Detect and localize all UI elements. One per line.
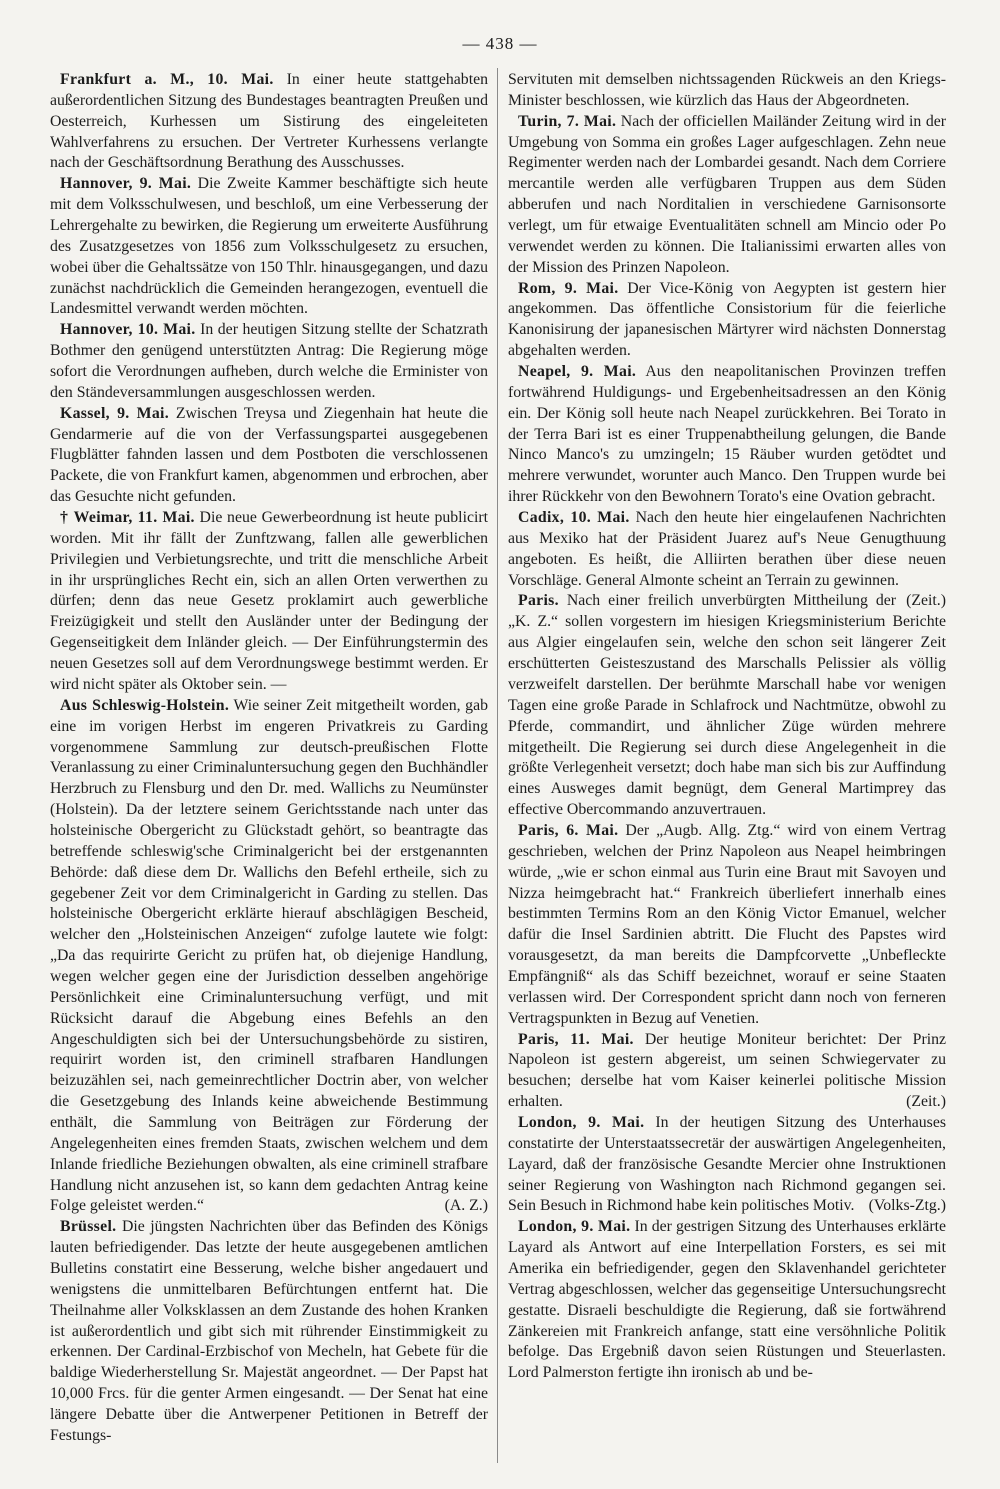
article-text: Zwischen Treysa und Ziegenhain hat heute die Gendarmerie auf die von der Verfassungspartei ausgegebenen Flugblätter fahnden lassen und dem Postboten die verschlossenen Packete, die von Frankfurt kamen, abgenommen und erbrochen, aber das Gesuchte nicht gefunden. [50, 404, 488, 506]
article-dateline: Aus Schleswig-Holstein. [60, 696, 230, 714]
article-text: Der „Augb. Allg. Ztg.“ wird von einem Vertrag geschrieben, welchen der Prinz Napoleon aus Neapel heimbringen würde, „wie er schon einmal aus Turin eine Braut mit Savoyen und Nizza heimgebracht hat.“ Frankreich überliefert innerhalb eines bestimmten Termins Rom an den König Victor Emanuel, welcher dafür die Insel Sardinien abtritt. Die Flucht des Papstes wird vorausgesetzt, da man bereits die Dampfcorvette „Unbefleckte Empfängniß“ als das Schiff bezeichnet, worauf er seine Staaten verlassen wird. Der Correspondent spricht dann noch von ferneren Vertragspunkten in Bezug auf Venetien. [508, 821, 947, 1027]
article-dateline: Paris, 6. Mai. [518, 821, 619, 839]
article-dateline: Paris, 11. Mai. [518, 1030, 634, 1048]
article-text: Der Vice-König von Aegypten ist gestern hier angekommen. Das öffentliche Consistorium für die feierliche Kanonisirung der japanesischen Märtyrer wird nächsten Donnerstag abgehalten werden. [508, 279, 946, 360]
article-dateline: Cadix, 10. Mai. [518, 509, 630, 527]
article-text: Aus den neapolitanischen Provinzen treffen fortwährend Huldigungs- und Ergebenheitsadressen an den König ein. Der König soll heute nach Neapel zurückkehren. Bei Torato in der Terra Bari ist es einer Truppenabtheilung gelungen, die Bande Ninco Manco's zu umzingeln; 15 Räuber wurden getödtet und mehrere verwundet, worunter auch Manco. Den Truppen wurde bei ihrer Rückkehr von den Bewohnern Torato's eine Ovation gebracht. [508, 363, 946, 506]
article-text: Der heutige Moniteur berichtet: Der Prinz Napoleon ist gestern abgereist, um seinen Schwiegervater zu besuchen; derselbe hat vom Kaiser keinerlei politische Mission erhalten. [508, 1030, 947, 1111]
news-article [50, 404, 488, 508]
article-dateline: London, 9. Mai. [518, 1218, 631, 1236]
article-dateline: Hannover, 10. Mai. [60, 321, 196, 339]
news-article [508, 112, 946, 279]
news-article [50, 696, 488, 1217]
article-source: (Volks-Ztg.) [868, 1197, 946, 1215]
article-dateline: Paris. [518, 592, 559, 610]
article-dateline: London, 9. Mai. [518, 1113, 645, 1131]
article-text: Die neue Gewerbeordnung ist heute publicirt worden. Mit ihr fällt der Zunftzwang, fallen alle gewerblichen Privilegien und Verbietungsrechte, und tritt die menschliche Arbeit in ihr ursprüngliches Recht ein, sich an allen Orten verwerthen zu dürfen; denn das neue Gesetz proklamirt auch gewerbliche Freizügigkeit und stellt den Ausländer unter der Bedingung der Gegenseitigkeit dem Inländer gleich. — Der Einführungstermin des neuen Gesetzes soll auf dem Verordnungswege bestimmt werden. Er wird nicht später als Oktober sein. — [50, 509, 489, 693]
article-source: (Zeit.) [906, 592, 946, 610]
news-article [50, 508, 488, 696]
article-source: (A. Z.) [444, 1197, 488, 1215]
news-article [508, 591, 946, 820]
news-article [508, 362, 946, 508]
news-article [50, 1217, 488, 1446]
article-text: Nach den heute hier eingelaufenen Nachrichten aus Mexiko hat der Präsident Juarez auf's Neue Genugthuung angeboten. Es heißt, die Alliirten berathen über diese neuen Vorschläge. General Almonte scheint an Terrain zu gewinnen. [508, 509, 946, 589]
article-text: In der heutigen Sitzung stellte der Schatzrath Bothmer den genügend unterstützten Antrag: Die Regierung möge sofort die Verordnungen aufheben, durch welche die Erminister von den Ständeversammlungen ausgeschlossen werden. [50, 321, 488, 401]
article-dateline: Neapel, 9. Mai. [518, 363, 637, 381]
article-dateline: Rom, 9. Mai. [518, 279, 619, 297]
article-text: Nach der officiellen Mailänder Zeitung wird in der Umgebung von Somma ein großes Lager aufgeschlagen. Zehn neue Regimenter werden nach der Lombardei gesandt. Nach dem Corriere mercantile werden alle verfügbaren Truppen aus dem Süden abberufen und nach Norditalien in verschiedene Garnisonsorte verlegt, um für etwaige Eventualitäten schnell am Mincio oder Po verwendet werden zu können. Die Italianissimi erwarten alles von der Mission des Prinzen Napoleon. [508, 112, 947, 276]
article-text: In einer heute stattgehabten außerordentlichen Sitzung des Bundestages beantragten Preußen und Oesterreich, Kurhessen um Sistirung des eingeleiteten Wahlverfahrens zu ersuchen. Der Vertreter Kurhessens verlangte nach der Geschäftsordnung Berathung des Ausschusses. [50, 71, 488, 172]
article-dateline: † Weimar, 11. Mai. [60, 509, 195, 527]
article-dateline: Frankfurt a. M., 10. Mai. [60, 71, 274, 88]
article-dateline: Kassel, 9. Mai. [60, 404, 170, 422]
left-column [50, 70, 488, 1447]
news-article [50, 70, 488, 174]
column-divider [497, 68, 498, 1463]
article-dateline: Turin, 7. Mai. [518, 112, 617, 130]
article-text: Die Zweite Kammer beschäftigte sich heute mit dem Volksschulwesen, und beschloß, um eine Verbesserung der Lehrergehalte zu bewirken, die Regierung um erweiterte Ausführung des Zusatzgesetzes von 1856 zum Volksschulgesetz zu ersuchen, wobei über die Gehaltssätze von 150 Thlr. hinausgegangen, und dazu zunächst nachdrücklich die Gemeinden herangezogen, eventuell die Landesmittel verwandt werden möchten. [50, 175, 489, 318]
news-article [50, 174, 488, 320]
article-source: (Zeit.) [906, 1093, 946, 1111]
page-number: — 438 — [462, 34, 538, 53]
article-dateline: Brüssel. [60, 1218, 117, 1236]
news-article [50, 320, 488, 403]
news-article [508, 821, 946, 1030]
news-article [508, 70, 946, 112]
article-text: In der heutigen Sitzung des Unterhauses constatirte der Unterstaatssecretär der auswärtigen Angelegenheiten, Layard, daß der französische Gesandte Mercier ohne Instruktionen seiner Regierung von Washington nach Richmond gegangen sei. Sein Besuch in Richmond habe kein politisches Motiv. [508, 1113, 946, 1215]
news-article [508, 279, 946, 362]
article-text: Servituten mit demselben nichtssagenden Rückweis an den Kriegs-Minister beschlossen, wie kürzlich das Haus der Abgeordneten. [508, 71, 946, 109]
article-text: Die jüngsten Nachrichten über das Befinden des Königs lauten befriedigender. Das letzte der heute ausgegebenen amtlichen Bulletins constatirt eine Besserung, welche bisher angedauert und wenigstens die unmittelbaren Befürchtungen entfernt hat. Die Theilnahme aller Volksklassen an dem Zustande des hohen Kranken ist außerordentlich und gibt sich mit rührender Einstimmigkeit zu erkennen. Der Cardinal-Erzbischof von Mecheln, hat Gebete für die baldige Wiederherstellung Sr. Majestät angeordnet. — Der Papst hat 10,000 Frcs. für die genter Armen eingesandt. — Der Senat hat eine längere Debatte über die Antwerpener Petitionen in Betreff der Festungs- [50, 1218, 488, 1444]
article-text: Wie seiner Zeit mitgetheilt worden, gab eine im vorigen Herbst im engeren Privatkreis zu Garding vorgenommene Sammlung zur deutsch-preußischen Flotte Veranlassung zu einer Criminaluntersuchung gegen den Buchhändler Herzbruch zu Flensburg und den Dr. med. Wallichs zu Neumünster (Holstein). Da der letztere seinem Gerichtsstande nach unter das holsteinische Obergericht zu Glückstadt gehört, so beantragte das betreffende schleswig'sche Criminalgericht bei der erstgenannten Behörde: daß diese dem Dr. Wallichs den Befehl ertheile, sich zu gegebener Zeit vor dem Criminalgericht in Garding zu stellen. Das holsteinische Obergericht erklärte hierauf abschlägigen Bescheid, welcher den „Holsteinischen Anzeigen“ zufolge lautete wie folgt: „Da das requirirte Gericht zu prüfen hat, ob diejenige Handlung, wegen welcher gegen eine der Jurisdiction desselben angehörige Persönlichkeit eine Criminaluntersuchung verfügt, und mit Rücksicht darauf die Abgebung eines Befehls an den Angeschuldigten sich bei der Untersuchungsbehörde zu sistiren, requirirt worden ist, den criminell strafbaren Handlungen beizuzählen sei, nach gemeinrechtlicher Doctrin aber, von welcher die Gesetzgebung des Inlands keine abweichende Bestimmung enthält, die Sammlung von Beiträgen zur Förderung der Angelegenheiten eines fremden Staats, zwischen welchem und dem Inlande friedliche Beziehungen obwalten, als eine criminell strafbare Handlung nicht anzusehen ist, so kann dem gedachten Antrag keine Folge geleistet werden.“ [50, 696, 488, 1215]
news-article [508, 1030, 946, 1113]
article-dateline: Hannover, 9. Mai. [60, 175, 192, 193]
article-text: Nach einer freilich unverbürgten Mittheilung der „K. Z.“ sollen vorgestern im hiesigen Kriegsministerium Berichte aus Algier eingelaufen sein, welche den schon seit längerer Zeit erschütterten Geisteszustand des Marschalls Pelissier als völlig verzweifelt darstellen. Der berühmte Marschall habe vor wenigen Tagen eine große Parade in Schlafrock und Nachtmütze, obwohl zu Pferde, commandirt, und ähnlicher Züge würden mehrere mitgetheilt. Die Regierung sei durch diese Angelegenheit in die größte Verlegenheit versetzt; doch habe man sich bis zur Auffindung eines Ausweges damit begnügt, dem General Martimprey das effective Obercommando anzuvertrauen. [508, 592, 946, 819]
right-column [508, 70, 946, 1384]
news-article [508, 1217, 946, 1384]
news-article [508, 1113, 946, 1217]
article-text: In der gestrigen Sitzung des Unterhauses erklärte Layard als Antwort auf eine Interpellation Forsters, es sei mit Amerika ein befriedigender, gegen den Sklavenhandel gerichteter Vertrag abgeschlossen, welcher das gegenseitige Untersuchungsrecht gestatte. Disraeli beschuldigte die Regierung, daß sie fortwährend Zänkereien mit Frankreich anfange, statt eine versöhnliche Politik befolge. Das Ergebniß davon seien Rüstungen und Steuerlasten. Lord Palmerston fertigte ihn ironisch ab und be- [508, 1218, 946, 1382]
